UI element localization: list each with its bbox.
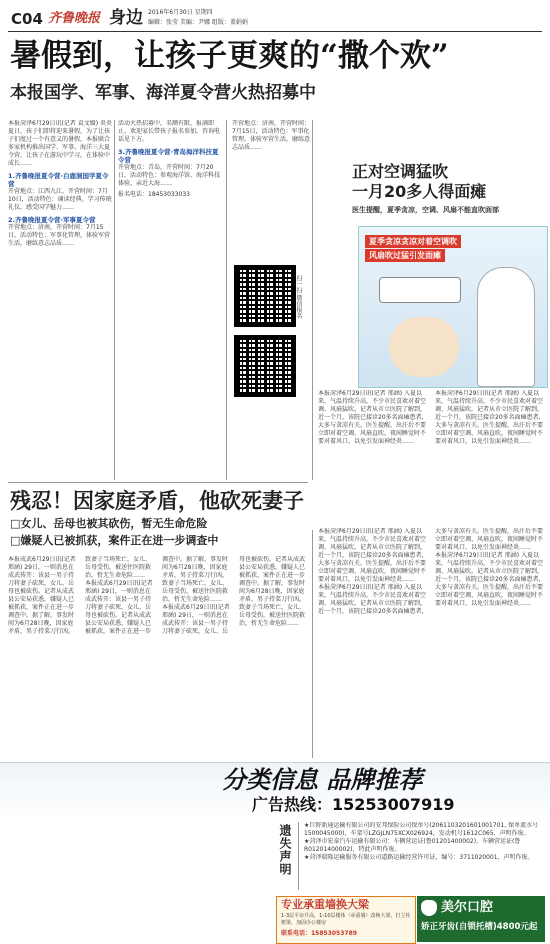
classified-title: 分类信息 品牌推荐 (222, 765, 423, 794)
main-article-col1 (8, 120, 112, 480)
notice-item: ★巨野新通运输有限公司的安邦保险公司保单号(2061103201601001701, 保单流水号1500045000)，车架号LZGJLN75XCX026924，发动机号1612C065，声明作废。 (304, 822, 539, 837)
side-title-2: 一月20多人得面瘫 (352, 182, 487, 201)
page-number: C04 (8, 9, 46, 29)
side-subtitle: 医生提醒，夏季贪凉，空调、风扇不能直吹面部 (352, 206, 499, 214)
article-paragraph: 开营地点：江西九江，开营时间：7月10日，活动特色：诵读经典、学习传统礼仪，感受国学魅力…… (8, 188, 112, 211)
issue-date: 2016年6月30日 星期四 (148, 9, 213, 16)
ad-hotline: 广告热线：15253007919 (252, 795, 455, 814)
classified-banner (0, 762, 550, 819)
column-divider (312, 530, 313, 758)
article-paragraph: 本报菏泽6月29日讯(记者 袁文媛) 炎炎夏日，孩子们即将迎来暑假，为了让孩子们度过一个有意义的暑假，本报联合多家机构推出国学、军事、海洋三大夏令营，让孩子在游玩中学习，在体验中成长…… (8, 120, 112, 167)
column-divider (226, 120, 227, 480)
notice-label: 遗失声明 (278, 824, 292, 876)
qr-code-icon[interactable] (234, 265, 296, 327)
qr-area (232, 255, 302, 405)
article-paragraph: 活动火热招募中，名额有限，报满即止。欢迎家长带孩子报名参加，咨询电话见下方。 (118, 120, 221, 143)
main-article-col3 (232, 120, 312, 250)
header-divider (8, 31, 542, 32)
column-divider (114, 120, 115, 480)
patient-figure-icon (389, 317, 459, 377)
article-paragraph: 开营地点：济南，开营时间：7月15日，活动特色：军事化管理，体验军营生活，磨练意志品质…… (8, 224, 111, 247)
article-paragraph: 开营地点：济南，开营时间：7月15日，活动特色：军事化管理，体验军营生活，磨练意志品质…… (232, 120, 311, 151)
column-divider (312, 120, 313, 480)
ad-promo: 娇正牙齿(自锁托槽)4800元起 (421, 922, 538, 932)
headline: 暑假到，让孩子更爽的“撒个欢” (10, 38, 449, 74)
illustration-banner: 风扇吹过猛引发面瘫 (365, 249, 445, 262)
air-conditioner-icon (379, 277, 461, 303)
doctor-figure-icon (477, 267, 535, 387)
page-header (0, 0, 550, 32)
illustration (358, 226, 548, 388)
section-divider (8, 482, 308, 483)
article-paragraph: 本报菏泽6月29日讯(记者 邢涵) 入夏以来，气温持续升高，不少市民喜欢对着空调、风扇猛吹。记者从市立医院了解到，近一个月，该院已接诊20多名面瘫患者，大多与贪凉有关。医生提醒，出汗后不要立即对着空调、风扇直吹，夜间睡觉时不要对着风口，以免引发面神经炎…… (318, 528, 428, 583)
paper-logo: 齐鲁晚报 (48, 11, 101, 26)
ad-beam-replacement[interactable] (276, 896, 416, 944)
ad-phone: 联系电话：15853053789 (281, 930, 357, 937)
second-headline: 残忍！因家庭矛盾，他砍死妻子 (10, 489, 304, 513)
camp-item-1: 1.齐鲁晚报夏令营·白鹿洞国学夏令营 (8, 172, 109, 188)
notice-divider (298, 822, 299, 890)
main-article-col2 (118, 120, 224, 480)
headline-subtitle: 本报国学、军事、海洋夏令营火热招募中 (10, 83, 316, 103)
camp-item-2: 2.齐鲁晚报夏令营·军事夏令营 (8, 216, 96, 224)
article-paragraph: 本报成武6月29日讯(记者 邢涵) 29日，一则消息在成武传开：该县一男子持刀将妻子砍死，女儿、岳母也被砍伤。记者从成武县公安局获悉，嫌疑人已被抓获，案件正在进一步调查中。据了解，事发时间为6月28日晚，因家庭矛盾，男子持菜刀行凶，致妻子当场死亡，女儿、岳母受伤，被送往医院救治，暂无生命危险…… (8, 556, 152, 635)
qr-caption: 扫一扫 微信报名 (295, 275, 302, 319)
ad-line: 1-3层平房升高，1-10层楼体（承重墙）改换大梁，打立柱框梁，加固办公楼房 (281, 913, 411, 926)
lost-notice (276, 822, 546, 894)
ad-title: 专业承重墙换大梁 (281, 898, 369, 911)
second-deck-1: □女儿、岳母也被其砍伤，暂无生命危险 (10, 517, 208, 530)
ad-dental[interactable] (417, 896, 545, 942)
tooth-icon (421, 900, 437, 916)
notice-item: ★菏泽瑞隆运输服务有限公司道路运输经营许可证，编号：3711020001，声明作废。 (304, 854, 534, 861)
article-paragraph: 本报菏泽6月29日讯(记者 邢涵) 入夏以来，气温持续升高，不少市民喜欢对着空调、风扇猛吹。记者从市立医院了解到，近一个月，该院已接诊20多名面瘫患者，大多与贪凉有关。医生提醒，出汗后不要立即对着空调、风扇直吹，夜间睡觉时不要对着风口，以免引发面神经炎…… (435, 390, 545, 445)
article-paragraph: 本报菏泽6月29日讯(记者 邢涵) 入夏以来，气温持续升高，不少市民喜欢对着空调、风扇猛吹。记者从市立医院了解到，近一个月，该院已接诊20多名面瘫患者，大多与贪凉有关。医生提醒，出汗后不要立即对着空调、风扇直吹，夜间睡觉时不要对着风口，以免引发面神经炎…… (318, 528, 544, 615)
article-paragraph: 本报成武6月29日讯(记者 邢涵) 29日，一则消息在成武传开：该县一男子持刀将妻子砍死，女儿、岳母也被砍伤。记者从成武县公安局获悉，嫌疑人已被抓获，案件正在进一步调查中。据了解，事发时间为6月28日晚，因家庭矛盾，男子持菜刀行凶，致妻子当场死亡，女儿、岳母受伤，被送往医院救治，暂无生命危险…… (85, 556, 229, 635)
second-article-body (8, 556, 310, 756)
notice-text (304, 822, 544, 892)
article-paragraph: 本报菏泽6月29日讯(记者 邢涵) 入夏以来，气温持续升高，不少市民喜欢对着空调、风扇猛吹。记者从市立医院了解到，近一个月，该院已接诊20多名面瘫患者，大多与贪凉有关。医生提醒，出汗后不要立即对着空调、风扇直吹，夜间睡觉时不要对着风口，以免引发面神经炎…… (318, 390, 428, 445)
editor-credits: 编辑：张莹 美编：尹娜 组版：盖娟娟 (148, 19, 248, 26)
camp-item-3: 3.齐鲁晚报夏令营·青岛海洋科技夏令营 (118, 148, 219, 164)
side-article-body-cont (318, 528, 546, 758)
side-title: 正对空调猛吹 (352, 162, 449, 181)
qr-code-icon[interactable] (234, 335, 296, 397)
section-name: 身边 (109, 8, 143, 28)
side-article-body (318, 390, 546, 525)
illustration-banner: 夏季贪凉贪凉对着空调吹 (365, 235, 461, 248)
ad-brand: 美尔口腔 (441, 900, 494, 915)
phone-line: 报名电话：18453033033 (118, 191, 190, 198)
second-deck-2: □嫌疑人已被抓获，案件正在进一步调查中 (10, 534, 219, 547)
notice-item: ★菏泽市宏泰汽车运输有限公司：车辆营运证(鲁01201400002)、车辆营运证(鲁R01201400002)，特此声明作废。 (304, 838, 521, 853)
article-paragraph: 本报菏泽6月29日讯(记者 邢涵) 入夏以来，气温持续升高，不少市民喜欢对着空调、风扇猛吹。记者从市立医院了解到，近一个月，该院已接诊20多名面瘫患者，大多与贪凉有关。医生提醒，出汗后不要立即对着空调、风扇直吹，夜间睡觉时不要对着风口，以免引发面神经炎…… (435, 552, 545, 607)
article-paragraph: 本报成武6月29日讯(记者 邢涵) 29日，一则消息在成武传开：该县一男子持刀将妻子砍死，女儿、岳母也被砍伤。记者从成武县公安局获悉，嫌疑人已被抓获，案件正在进一步调查中。据了解，事发时间为6月28日晚，因家庭矛盾，男子持菜刀行凶，致妻子当场死亡，女儿、岳母受伤，被送往医院救治，暂无生命危险…… (162, 556, 306, 635)
article-paragraph: 开营地点：青岛，开营时间：7月20日，活动特色：参观海洋馆、海洋科技体验，亲近大海…… (118, 164, 221, 187)
